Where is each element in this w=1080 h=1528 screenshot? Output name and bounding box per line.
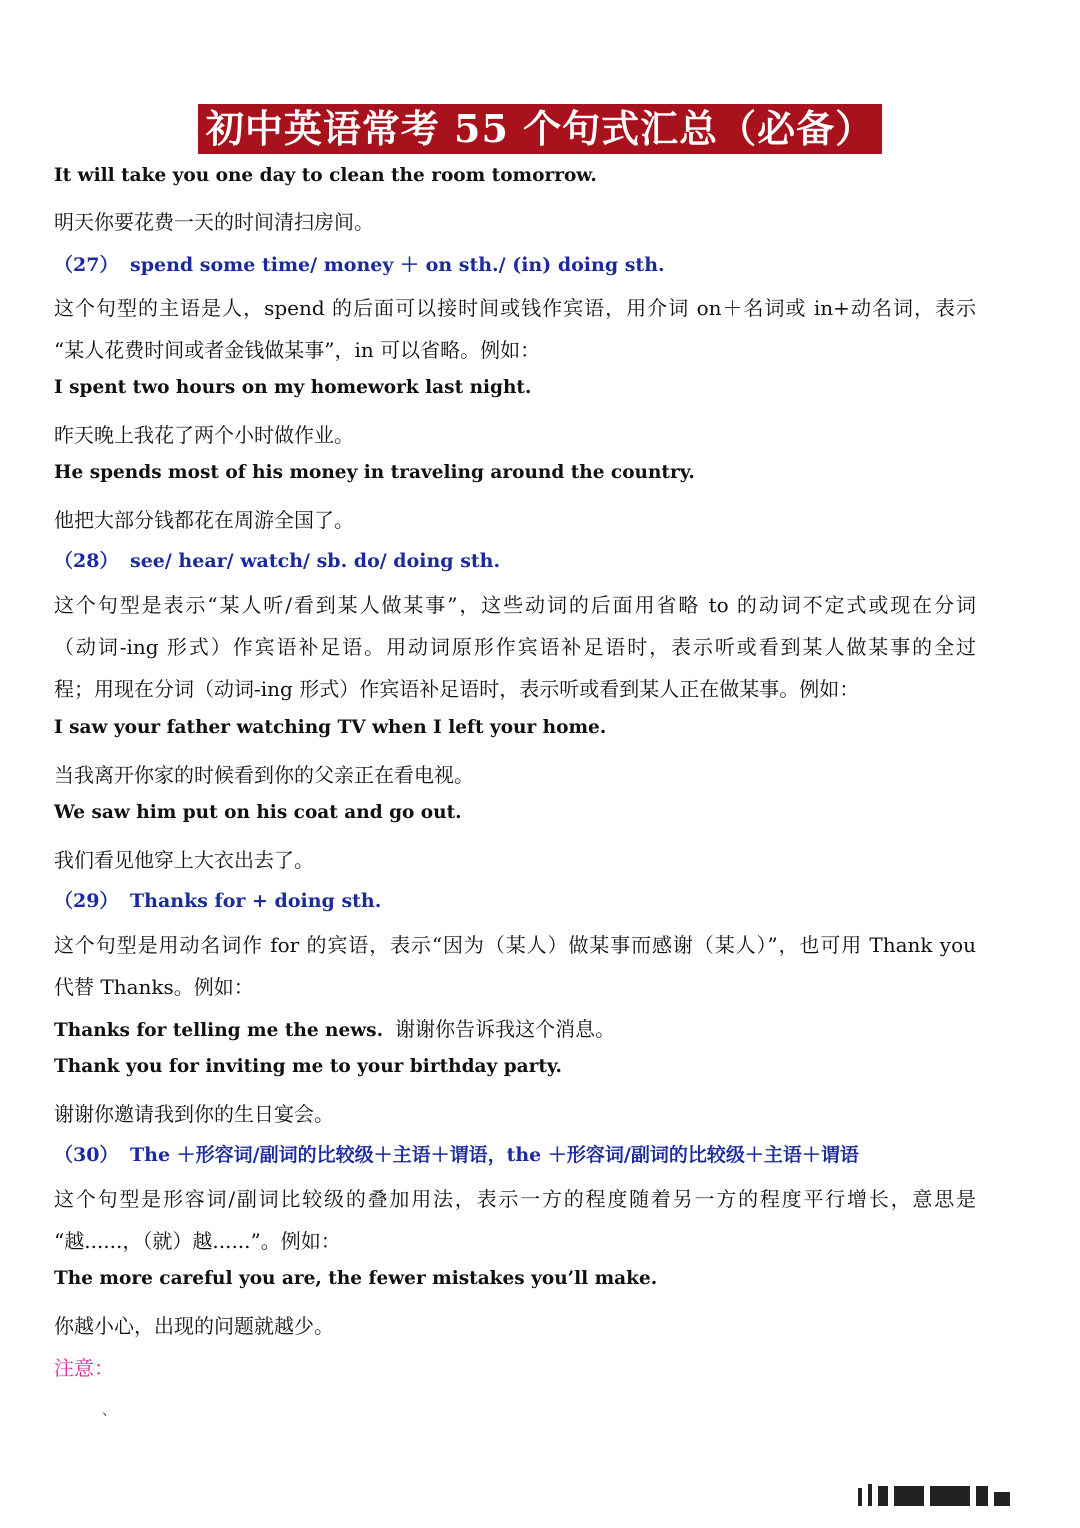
translation: 他把大部分钱都花在周游全国了。 (54, 508, 354, 532)
pattern-text: Thanks for + doing sth. (130, 890, 382, 912)
title-wrap (0, 104, 1080, 154)
translation: 谢谢你告诉我这个消息。 (395, 1017, 616, 1041)
pattern-number: （29） (54, 890, 119, 912)
page-title: 初中英语常考 55 个句式汇总（必备） (198, 104, 882, 154)
example-with-translation (54, 1013, 615, 1042)
pattern-heading-28 (54, 546, 500, 573)
pattern-text: The ＋形容词/副词的比较级＋主语＋谓语，the ＋形容词/副词的比较级＋主语＋谓语 (130, 1144, 859, 1166)
translation: 谢谢你邀请我到你的生日宴会。 (54, 1102, 334, 1126)
explanation-line: 这个句型是表示“某人听/看到某人做某事”，这些动词的后面用省略 to 的动词不定式或现在分词 (54, 593, 976, 617)
explanation-line: 这个句型的主语是人，spend 的后面可以接时间或钱作宾语，用介词 on＋名词或 in+动名词，表示 (54, 296, 976, 320)
pattern-number: （30） (54, 1144, 119, 1166)
example-sentence: Thanks for telling me the news. (54, 1020, 384, 1041)
explanation-line: 程；用现在分词（动词-ing 形式）作宾语补足语时，表示听或看到某人正在做某事。例如： (54, 677, 860, 701)
explanation-line: “越......，（就）越......”。例如： (54, 1229, 341, 1253)
explanation-line: （动词-ing 形式）作宾语补足语。用动词原形作宾语补足语时，表示听或看到某人做某事的全过 (54, 635, 976, 659)
example-sentence: I saw your father watching TV when I left your home. (54, 717, 607, 738)
example-sentence: I spent two hours on my homework last night. (54, 377, 532, 398)
translation: 昨天晚上我花了两个小时做作业。 (54, 423, 354, 447)
pattern-text: spend some time/ money ＋ on sth./ (in) doing sth. (130, 254, 665, 276)
example-sentence: We saw him put on his coat and go out. (54, 802, 462, 823)
example-sentence: He spends most of his money in traveling around the country. (54, 462, 695, 483)
explanation-line: 这个句型是形容词/副词比较级的叠加用法，表示一方的程度随着另一方的程度平行增长，意思是 (54, 1187, 976, 1211)
explanation-line: “某人花费时间或者金钱做某事”，in 可以省略。例如： (54, 338, 541, 362)
translation: 我们看见他穿上大衣出去了。 (54, 848, 314, 872)
stray-mark: 、 (102, 1403, 116, 1419)
pattern-text: see/ hear/ watch/ sb. do/ doing sth. (130, 550, 501, 572)
pattern-heading-30 (54, 1140, 859, 1167)
example-sentence: The more careful you are, the fewer mistakes you’ll make. (54, 1268, 658, 1289)
pattern-number: （27） (54, 254, 119, 276)
example-sentence: Thank you for inviting me to your birthday party. (54, 1056, 562, 1077)
pattern-number: （28） (54, 550, 119, 572)
pattern-heading-27 (54, 250, 665, 277)
translation: 明天你要花费一天的时间清扫房间。 (54, 210, 374, 234)
translation: 当我离开你家的时候看到你的父亲正在看电视。 (54, 763, 474, 787)
explanation-line: 这个句型是用动名词作 for 的宾语，表示“因为（某人）做某事而感谢（某人）”，也可用 Thank you (54, 933, 976, 957)
watermark-logo-icon (858, 1484, 1010, 1506)
example-sentence: It will take you one day to clean the room tomorrow. (54, 165, 597, 186)
explanation-line: 代替 Thanks。例如： (54, 975, 254, 999)
pattern-heading-29 (54, 886, 381, 913)
note-label: 注意： (54, 1356, 114, 1380)
translation: 你越小心，出现的问题就越少。 (54, 1314, 334, 1338)
